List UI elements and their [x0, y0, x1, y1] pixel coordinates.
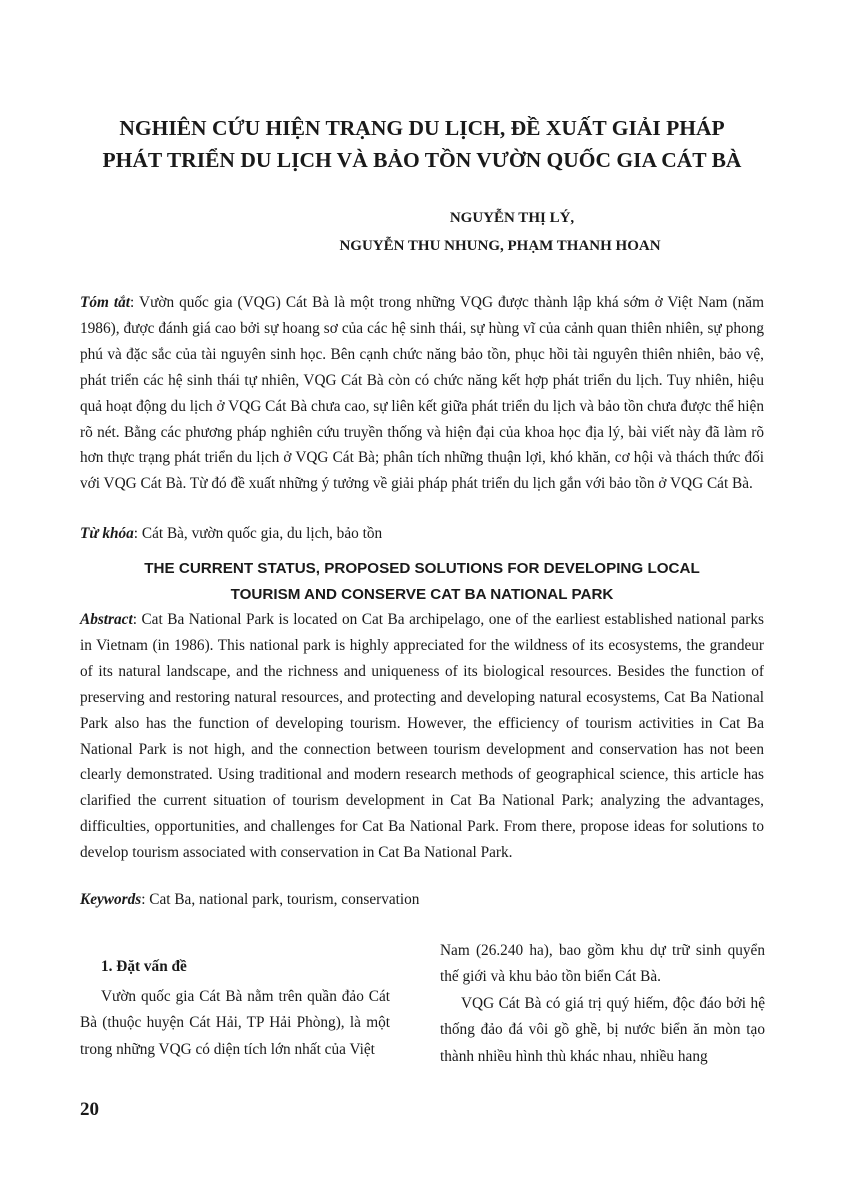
- body-column-right: [440, 938, 765, 1070]
- abstract-en-text: : Cat Ba National Park is located on Cat Ba archipelago, one of the earliest established national parks in Vietnam (in 1986). This national park is highly appreciated for the wildness of its ecosystems, the grandeur of its natural landscape, and the richness and uniqueness of its biological resources. Besides the function of preserving and restoring natural resources, and protecting and developing natural ecosystems, Cat Ba National Park also has the function of developing tourism. However, the efficiency of tourism activities in Cat Ba National Park is not high, and the connection between tourism development and conservation has not been clearly demonstrated. Using traditional and modern research methods of geographical science, this article has clarified the current situation of tourism development in Cat Ba National Park; analyzing the advantages, difficulties, opportunities, and challenges for Cat Ba National Park. From there, propose ideas for solutions to develop tourism associated with conservation in Cat Ba National Park.: [80, 611, 764, 862]
- article-title: [60, 112, 784, 176]
- english-title: [80, 556, 764, 608]
- keywords-vn-text: : Cát Bà, vườn quốc gia, du lịch, bảo tồn: [133, 525, 383, 542]
- english-title-line-1: THE CURRENT STATUS, PROPOSED SOLUTIONS FOR DEVELOPING LOCAL: [144, 560, 700, 577]
- body-right-paragraph-1: Nam (26.240 ha), bao gồm khu dự trữ sinh quyển thế giới và khu bảo tồn biển Cát Bà.: [440, 942, 765, 986]
- abstract-vietnamese: [80, 290, 764, 497]
- abstract-en-label: Abstract: [80, 611, 133, 628]
- body-column-left: [80, 984, 390, 1063]
- title-line-1: NGHIÊN CỨU HIỆN TRẠNG DU LỊCH, ĐỀ XUẤT GIẢI PHÁP: [119, 116, 725, 140]
- keywords-en-text: : Cat Ba, national park, tourism, conservation: [141, 891, 420, 908]
- keywords-vietnamese: [80, 521, 764, 547]
- author-line-1: NGUYỄN THỊ LÝ,: [449, 210, 575, 226]
- section-heading: 1. Đặt vấn đề: [101, 958, 187, 975]
- abstract-vn-label: Tóm tắt: [80, 294, 131, 311]
- keywords-english: [80, 887, 764, 913]
- author-line-2: NGUYỄN THU NHUNG, PHẠM THANH HOAN: [339, 238, 661, 254]
- abstract-english: [80, 607, 764, 866]
- page-number: 20: [80, 1099, 99, 1120]
- english-title-line-2: TOURISM AND CONSERVE CAT BA NATIONAL PARK: [230, 586, 614, 603]
- author-list: [200, 204, 800, 260]
- title-line-2: PHÁT TRIỂN DU LỊCH VÀ BẢO TỒN VƯỜN QUỐC GIA CÁT BÀ: [102, 148, 742, 172]
- keywords-en-label: Keywords: [80, 891, 142, 908]
- keywords-vn-label: Từ khóa: [80, 525, 134, 542]
- abstract-vn-text: : Vườn quốc gia (VQG) Cát Bà là một trong những VQG được thành lập khá sớm ở Việt Nam (năm 1986), được đánh giá cao bởi sự hoang sơ của các hệ sinh thái, sự hùng vĩ của cảnh quan thiên nhiên, sự phong phú và đặc sắc của tài nguyên sinh học. Bên cạnh chức năng bảo tồn, phục hồi tài nguyên thiên nhiên, bảo vệ, phát triển các hệ sinh thái tự nhiên, VQG Cát Bà còn có chức năng kết hợp phát triển du lịch. Tuy nhiên, hiệu quả hoạt động du lịch ở VQG Cát Bà chưa cao, sự liên kết giữa phát triển du lịch và bảo tồn chưa được thể hiện rõ nét. Bằng các phương pháp nghiên cứu truyền thống và hiện đại của khoa học địa lý, bài viết này đã làm rõ hơn thực trạng phát triển du lịch ở VQG Cát Bà; phân tích những thuận lợi, khó khăn, cơ hội và thách thức đối với VQG Cát Bà. Từ đó đề xuất những ý tưởng về giải pháp phát triển du lịch gắn với bảo tồn ở VQG Cát Bà.: [80, 294, 764, 493]
- body-left-paragraph: Vườn quốc gia Cát Bà nằm trên quần đảo Cát Bà (thuộc huyện Cát Hải, TP Hải Phòng), là một trong những VQG có diện tích lớn nhất của Việt: [80, 988, 390, 1058]
- body-right-paragraph-2: VQG Cát Bà có giá trị quý hiếm, độc đáo bởi hệ thống đảo đá vôi gồ ghề, bị nước biển ăn mòn tạo thành nhiều hình thù khác nhau, nhiều hang: [440, 994, 765, 1065]
